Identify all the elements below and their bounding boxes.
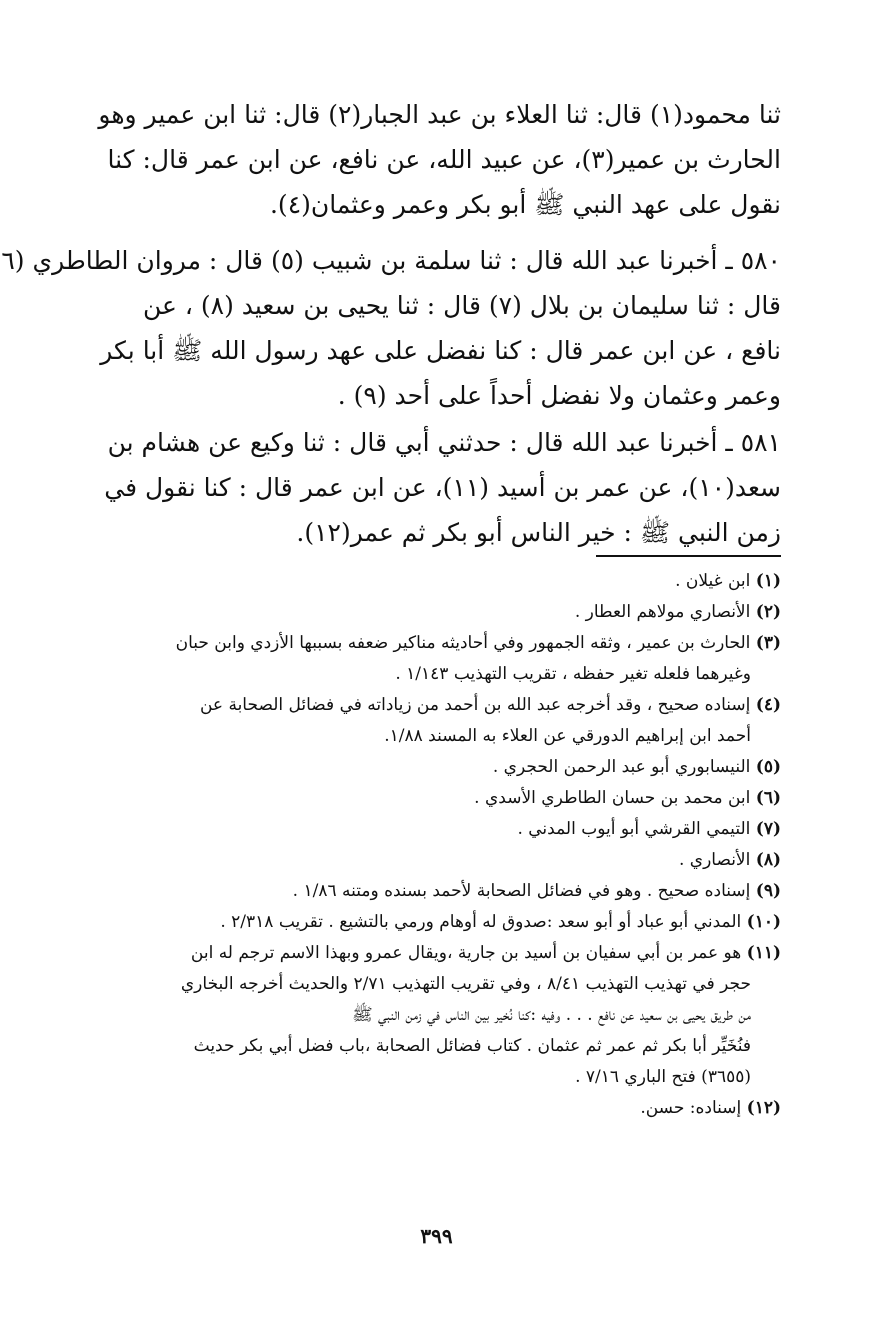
footnote-number: (٤) bbox=[755, 695, 781, 715]
footnote bbox=[91, 597, 781, 628]
page-number: ٣٩٩ bbox=[420, 1224, 453, 1248]
footnote-text: ابن محمد بن حسان الطاطري الأسدي . bbox=[474, 788, 751, 808]
footnote-line bbox=[91, 876, 781, 907]
footnote bbox=[91, 752, 781, 783]
text-line: نقول على عهد النبي ﷺ أبو بكر وعمر وعثمان(٤). bbox=[269, 190, 781, 219]
footnote-line bbox=[91, 752, 781, 783]
footnotes-section bbox=[91, 566, 781, 1124]
footnote-line bbox=[91, 783, 781, 814]
footnote-number: (٣) bbox=[755, 633, 781, 653]
footnote-text: إسناده صحيح . وهو في فضائل الصحابة لأحمد بسنده ومتنه ١/٨٦ . bbox=[292, 881, 751, 901]
footnote-text: فنُخَيِّر أبا بكر ثم عمر ثم عثمان . كتاب فضائل الصحابة ،باب فضل أبي بكر حديث bbox=[193, 1036, 751, 1056]
footnote-text: حجر في تهذيب التهذيب ٨/٤١ ، وفي تقريب التهذيب ٢/٧١ والحديث أخرجه البخاري bbox=[180, 974, 751, 994]
text-line: نافع ، عن ابن عمر قال : كنا نفضل على عهد رسول الله ﷺ أبا بكر bbox=[100, 336, 781, 365]
footnote-number: (١) bbox=[755, 571, 781, 591]
footnote-text: أحمد ابن إبراهيم الدورقي عن العلاء به المسند ١/٨٨. bbox=[384, 726, 751, 746]
text-line: وعمر وعثمان ولا نفضل أحداً على أحد (٩) . bbox=[337, 381, 781, 410]
footnote-text: من طريق يحيى بن سعيد عن نافع . . . وفيه :كنا نُخير بين الناس في زمن النبي ﷺ bbox=[352, 1005, 751, 1025]
footnote-line bbox=[91, 845, 781, 876]
footnote-line bbox=[91, 907, 781, 938]
hadith-580 bbox=[1, 238, 781, 418]
footnote-line bbox=[91, 1031, 781, 1062]
footnote-text: الحارث بن عمير ، وثقه الجمهور وفي أحاديثه مناكير ضعفه بسببها الأزدي وابن حبان bbox=[175, 633, 751, 653]
footnote bbox=[91, 938, 781, 1093]
footnote-line bbox=[91, 1062, 781, 1093]
footnote bbox=[91, 876, 781, 907]
footnote-number: (٦) bbox=[755, 788, 781, 808]
footnote-number: (١٠) bbox=[746, 912, 781, 932]
footnote-text: المدني أبو عباد أو أبو سعد :صدوق له أوهام ورمي بالتشيع . تقريب ٢/٣١٨ . bbox=[220, 912, 742, 932]
footnote-line bbox=[91, 814, 781, 845]
footnote-text: الأنصاري . bbox=[678, 850, 751, 870]
footnote-line bbox=[91, 597, 781, 628]
footnote-number: (٨) bbox=[755, 850, 781, 870]
footnote-text: النيسابوري أبو عبد الرحمن الحجري . bbox=[492, 757, 751, 777]
text-line: ٥٨٠ ـ أخبرنا عبد الله قال : ثنا سلمة بن شبيب (٥) قال : مروان الطاطري (٦ bbox=[1, 246, 781, 275]
footnote bbox=[91, 783, 781, 814]
footnote-line bbox=[91, 690, 781, 721]
hadith-581 bbox=[91, 420, 781, 555]
footnote-number: (٥) bbox=[755, 757, 781, 777]
footnote-line bbox=[91, 1093, 781, 1124]
footnote-separator bbox=[596, 555, 781, 557]
footnote-line bbox=[91, 566, 781, 597]
footnote bbox=[91, 628, 781, 690]
footnote-text: وغيرهما فلعله تغير حفظه ، تقريب التهذيب ١/١٤٣ . bbox=[395, 664, 751, 684]
text-line: ثنا محمود(١) قال: ثنا العلاء بن عبد الجبار(٢) قال: ثنا ابن عمير وهو bbox=[98, 100, 781, 129]
footnote-text: إسناده صحيح ، وقد أخرجه عبد الله بن أحمد من زياداته في فضائل الصحابة عن bbox=[199, 695, 751, 715]
text-line: زمن النبي ﷺ : خير الناس أبو بكر ثم عمر(١٢). bbox=[296, 518, 781, 547]
footnote-line bbox=[91, 721, 781, 752]
footnote-number: (٧) bbox=[755, 819, 781, 839]
footnote-text: (٣٦٥٥) فتح الباري ٧/١٦ . bbox=[575, 1067, 751, 1087]
footnote-text: ابن غيلان . bbox=[675, 571, 751, 591]
footnote-text: هو عمر بن أبي سفيان بن أسيد بن جارية ،ويقال عمرو وبهذا الاسم ترجم له ابن bbox=[190, 943, 742, 963]
text-line: الحارث بن عمير(٣)، عن عبيد الله، عن نافع، عن ابن عمر قال: كنا bbox=[107, 145, 781, 174]
footnote bbox=[91, 845, 781, 876]
footnote bbox=[91, 814, 781, 845]
footnote-line bbox=[91, 938, 781, 969]
footnote-line bbox=[91, 659, 781, 690]
footnote bbox=[91, 566, 781, 597]
text-line: قال : ثنا سليمان بن بلال (٧) قال : ثنا يحيى بن سعيد (٨) ، عن bbox=[142, 291, 781, 320]
text-line: ٥٨١ ـ أخبرنا عبد الله قال : حدثني أبي قال : ثنا وكيع عن هشام بن bbox=[107, 428, 781, 457]
footnote-text: الأنصاري مولاهم العطار . bbox=[574, 602, 751, 622]
footnote bbox=[91, 690, 781, 752]
footnote-line bbox=[91, 1000, 781, 1031]
footnote bbox=[91, 1093, 781, 1124]
footnote-number: (١١) bbox=[746, 943, 781, 963]
footnote-number: (٢) bbox=[755, 602, 781, 622]
footnote-text: إسناده: حسن. bbox=[640, 1098, 742, 1118]
footnote-number: (٩) bbox=[755, 881, 781, 901]
footnote bbox=[91, 907, 781, 938]
text-line: سعد(١٠)، عن عمر بن أسيد (١١)، عن ابن عمر قال : كنا نقول في bbox=[104, 473, 781, 502]
footnote-line bbox=[91, 628, 781, 659]
footnote-number: (١٢) bbox=[746, 1098, 781, 1118]
footnote-text: التيمي القرشي أبو أيوب المدني . bbox=[517, 819, 751, 839]
footnote-line bbox=[91, 969, 781, 1000]
intro-paragraph bbox=[91, 92, 781, 227]
